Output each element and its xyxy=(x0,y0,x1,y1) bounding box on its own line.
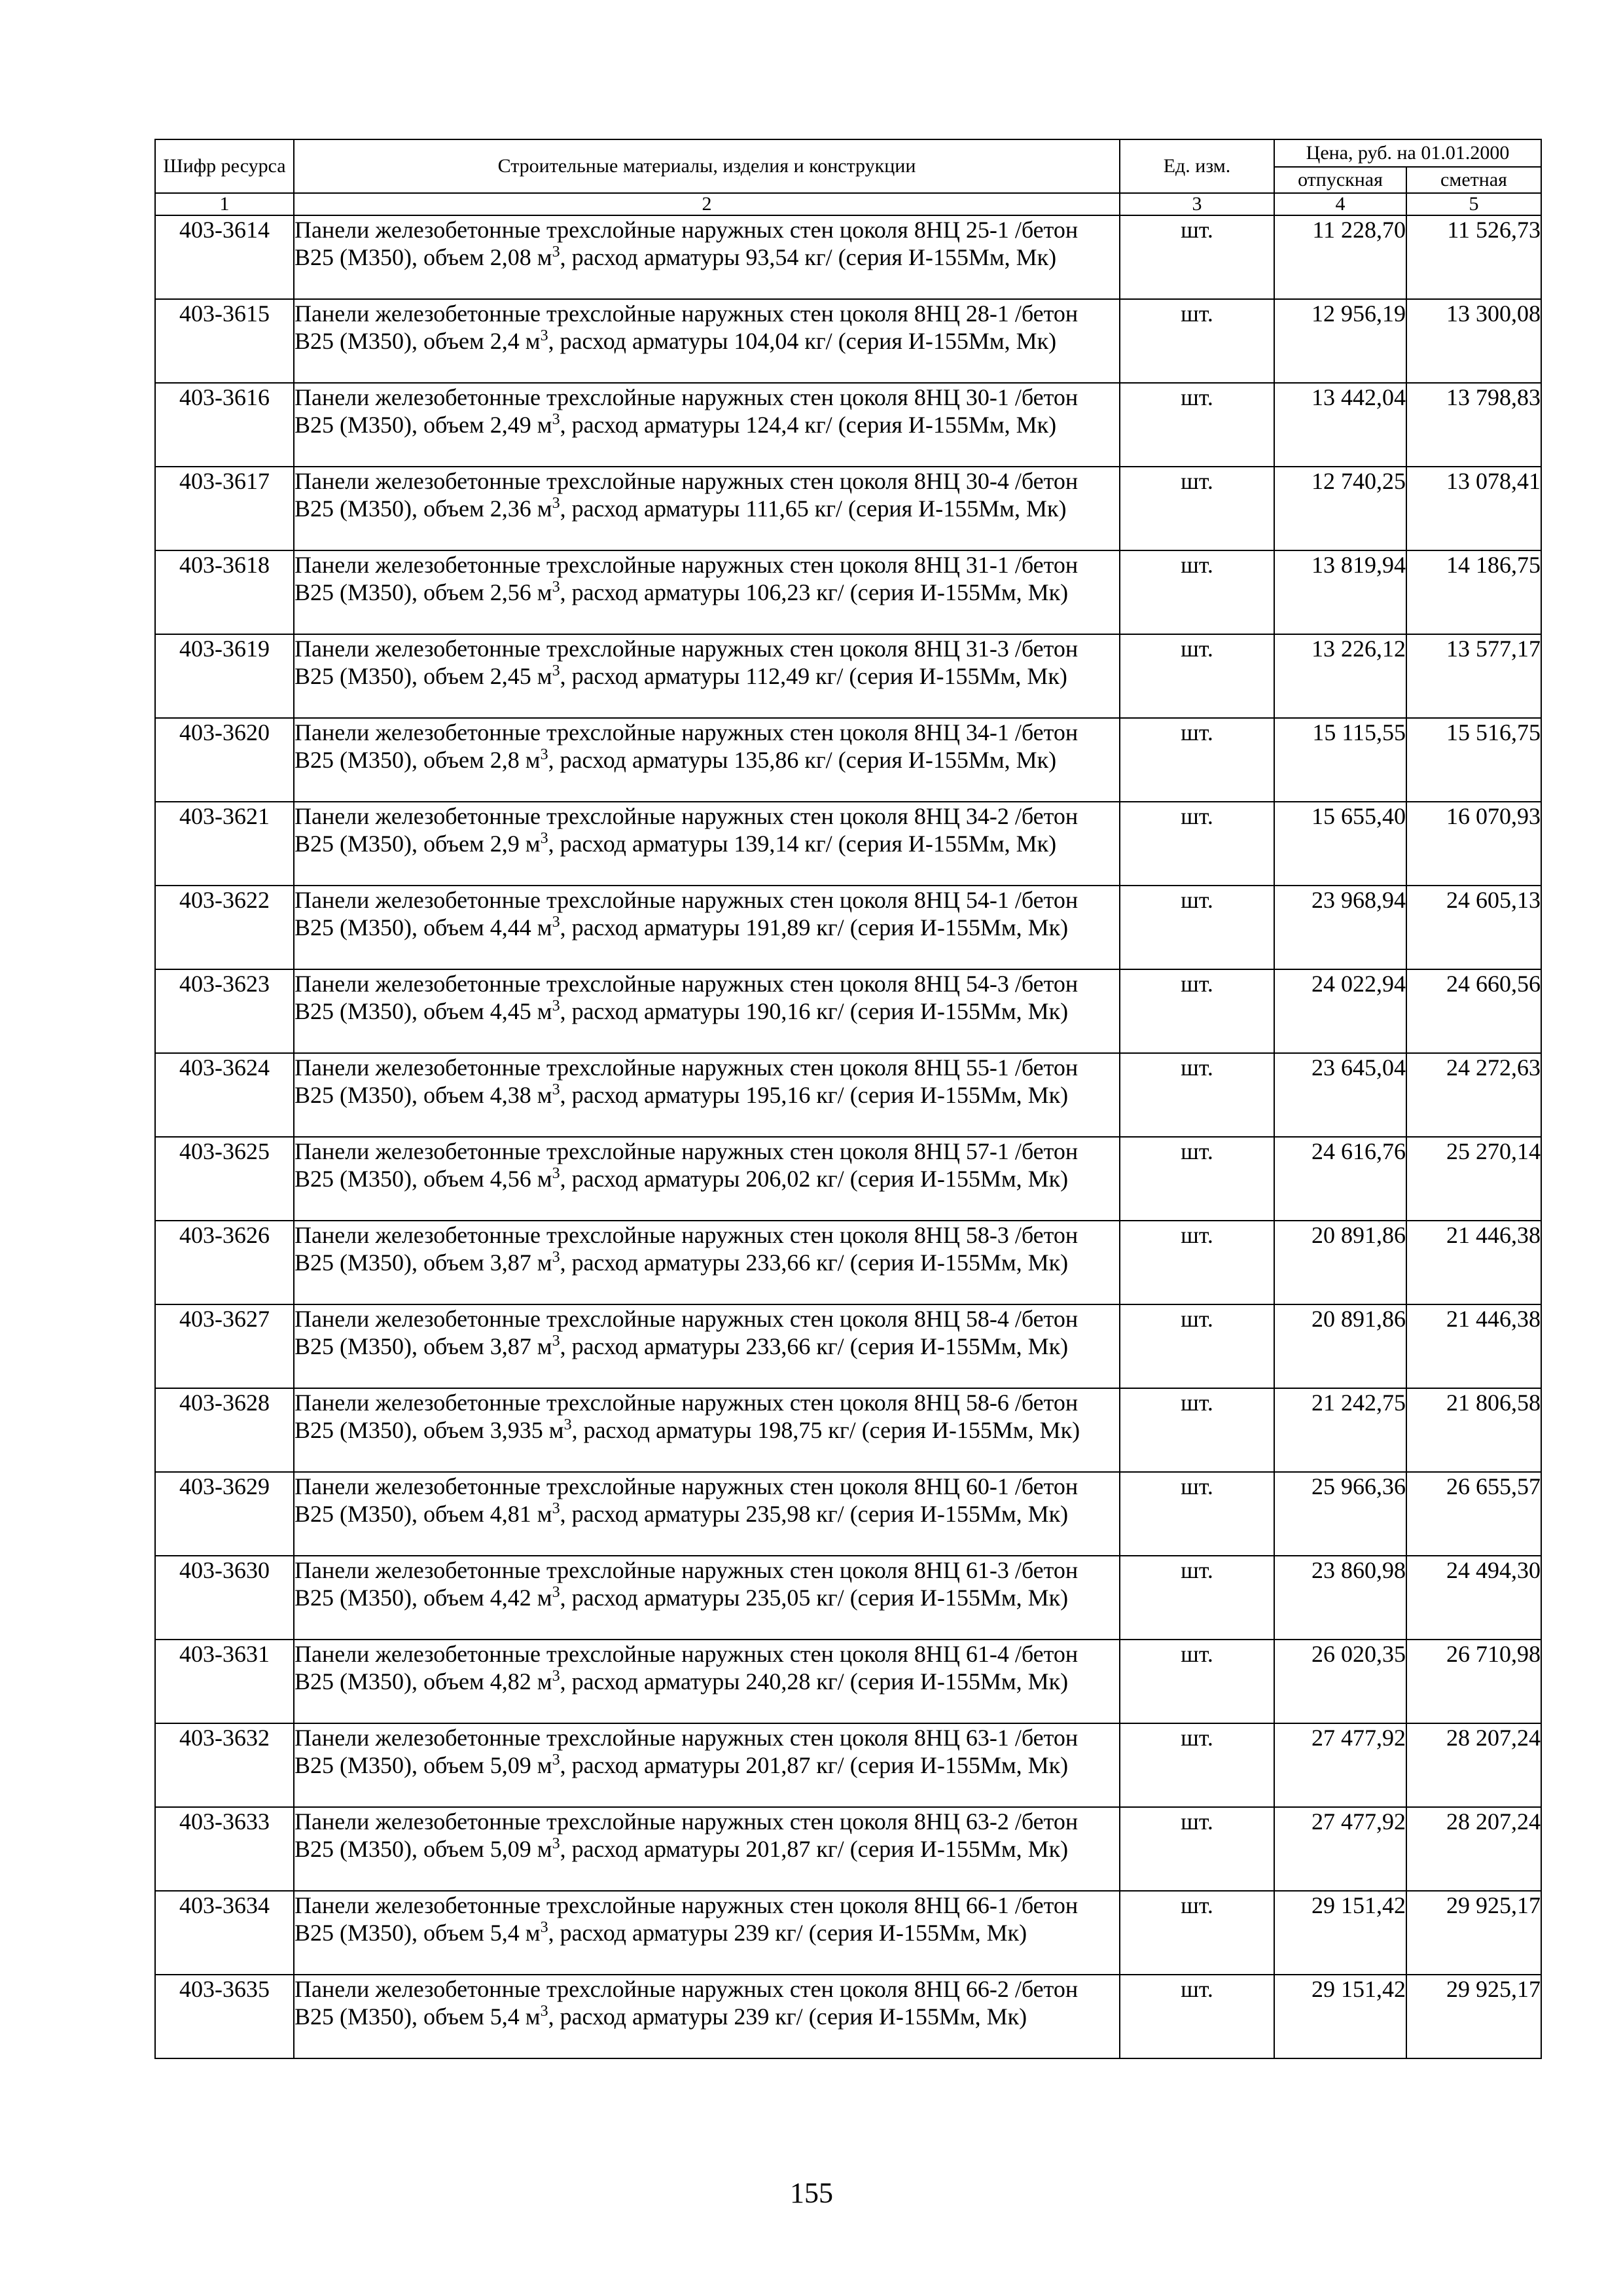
resource-code: 403-3621 xyxy=(155,802,294,886)
resource-code: 403-3617 xyxy=(155,467,294,550)
material-description xyxy=(294,1807,1120,1891)
release-price: 23 968,94 xyxy=(1274,886,1406,969)
estimate-price: 28 207,24 xyxy=(1406,1723,1541,1807)
unit-of-measure: шт. xyxy=(1120,1221,1274,1304)
table-row xyxy=(155,1137,1541,1221)
description-text: Панели железобетонные трехслойные наружных стен цоколя 8НЦ 66-1 /бетон В25 (М350), объем 5,4 м xyxy=(294,1892,1079,1946)
description-text: , расход арматуры 233,66 кг/ (серия И-155Мм, Мк) xyxy=(560,1249,1069,1276)
description-text: , расход арматуры 139,14 кг/ (серия И-155Мм, Мк) xyxy=(548,831,1057,857)
cubic-exponent: 3 xyxy=(552,1500,560,1517)
unit-of-measure: шт. xyxy=(1120,969,1274,1053)
release-price: 13 442,04 xyxy=(1274,383,1406,467)
cubic-exponent: 3 xyxy=(552,1333,560,1350)
description-text: , расход арматуры 240,28 кг/ (серия И-155Мм, Мк) xyxy=(560,1668,1069,1695)
header-column-number: 2 xyxy=(294,193,1120,215)
description-text: Панели железобетонные трехслойные наружных стен цоколя 8НЦ 63-1 /бетон В25 (М350), объем 5,09 м xyxy=(294,1725,1079,1778)
description-text: , расход арматуры 135,86 кг/ (серия И-155Мм, Мк) xyxy=(548,747,1057,773)
material-description xyxy=(294,1053,1120,1137)
resource-code: 403-3630 xyxy=(155,1556,294,1640)
release-price: 13 226,12 xyxy=(1274,634,1406,718)
estimate-price: 13 577,17 xyxy=(1406,634,1541,718)
description-text: , расход арматуры 239 кг/ (серия И-155Мм, Мк) xyxy=(548,2003,1027,2030)
material-description xyxy=(294,215,1120,299)
release-price: 23 645,04 xyxy=(1274,1053,1406,1137)
table-row xyxy=(155,1640,1541,1723)
description-text: Панели железобетонные трехслойные наружных стен цоколя 8НЦ 54-3 /бетон В25 (М350), объем 4,45 м xyxy=(294,971,1079,1024)
unit-of-measure: шт. xyxy=(1120,1975,1274,2058)
unit-of-measure: шт. xyxy=(1120,1388,1274,1472)
description-text: , расход арматуры 112,49 кг/ (серия И-155Мм, Мк) xyxy=(560,663,1067,689)
table-row xyxy=(155,718,1541,802)
unit-of-measure: шт. xyxy=(1120,1053,1274,1137)
estimate-price: 26 655,57 xyxy=(1406,1472,1541,1556)
material-description xyxy=(294,1640,1120,1723)
release-price: 24 022,94 xyxy=(1274,969,1406,1053)
unit-of-measure: шт. xyxy=(1120,1556,1274,1640)
description-text: , расход арматуры 239 кг/ (серия И-155Мм, Мк) xyxy=(548,1920,1027,1946)
description-text: , расход арматуры 235,98 кг/ (серия И-155Мм, Мк) xyxy=(560,1501,1069,1527)
description-text: Панели железобетонные трехслойные наружных стен цоколя 8НЦ 34-2 /бетон В25 (М350), объем 2,9 м xyxy=(294,803,1079,857)
release-price: 20 891,86 xyxy=(1274,1304,1406,1388)
header-column-number: 1 xyxy=(155,193,294,215)
release-price: 20 891,86 xyxy=(1274,1221,1406,1304)
table-row xyxy=(155,1556,1541,1640)
description-text: , расход арматуры 201,87 кг/ (серия И-155Мм, Мк) xyxy=(560,1836,1069,1862)
estimate-price: 25 270,14 xyxy=(1406,1137,1541,1221)
material-description xyxy=(294,1975,1120,2058)
description-text: Панели железобетонные трехслойные наружных стен цоколя 8НЦ 34-1 /бетон В25 (М350), объем 2,8 м xyxy=(294,719,1079,773)
estimate-price: 24 272,63 xyxy=(1406,1053,1541,1137)
header-name: Строительные материалы, изделия и конструкции xyxy=(294,139,1120,193)
table-header xyxy=(155,139,1541,215)
resource-code: 403-3624 xyxy=(155,1053,294,1137)
estimate-price: 14 186,75 xyxy=(1406,550,1541,634)
description-text: Панели железобетонные трехслойные наружных стен цоколя 8НЦ 30-1 /бетон В25 (М350), объем 2,49 м xyxy=(294,384,1079,438)
resource-code: 403-3632 xyxy=(155,1723,294,1807)
unit-of-measure: шт. xyxy=(1120,1723,1274,1807)
release-price: 21 242,75 xyxy=(1274,1388,1406,1472)
table-row xyxy=(155,1221,1541,1304)
material-description xyxy=(294,467,1120,550)
resource-code: 403-3633 xyxy=(155,1807,294,1891)
cubic-exponent: 3 xyxy=(552,1584,560,1601)
unit-of-measure: шт. xyxy=(1120,467,1274,550)
table-row xyxy=(155,1807,1541,1891)
cubic-exponent: 3 xyxy=(540,2003,548,2020)
header-column-number: 3 xyxy=(1120,193,1274,215)
resource-code: 403-3629 xyxy=(155,1472,294,1556)
table-row xyxy=(155,383,1541,467)
table-row xyxy=(155,1472,1541,1556)
resource-code: 403-3627 xyxy=(155,1304,294,1388)
estimate-price: 21 806,58 xyxy=(1406,1388,1541,1472)
table-row xyxy=(155,634,1541,718)
estimate-price: 21 446,38 xyxy=(1406,1304,1541,1388)
table-row xyxy=(155,1053,1541,1137)
price-table xyxy=(154,139,1542,2059)
resource-code: 403-3631 xyxy=(155,1640,294,1723)
description-text: , расход арматуры 124,4 кг/ (серия И-155Мм, Мк) xyxy=(560,412,1057,438)
estimate-price: 15 516,75 xyxy=(1406,718,1541,802)
description-text: Панели железобетонные трехслойные наружных стен цоколя 8НЦ 57-1 /бетон В25 (М350), объем 4,56 м xyxy=(294,1138,1079,1192)
release-price: 11 228,70 xyxy=(1274,215,1406,299)
resource-code: 403-3614 xyxy=(155,215,294,299)
unit-of-measure: шт. xyxy=(1120,1640,1274,1723)
release-price: 27 477,92 xyxy=(1274,1723,1406,1807)
cubic-exponent: 3 xyxy=(552,997,560,1014)
description-text: , расход арматуры 235,05 кг/ (серия И-155Мм, Мк) xyxy=(560,1585,1069,1611)
estimate-price: 16 070,93 xyxy=(1406,802,1541,886)
header-estimate-price: сметная xyxy=(1406,167,1541,193)
material-description xyxy=(294,802,1120,886)
material-description xyxy=(294,718,1120,802)
unit-of-measure: шт. xyxy=(1120,802,1274,886)
description-text: , расход арматуры 191,89 кг/ (серия И-155Мм, Мк) xyxy=(560,914,1069,941)
estimate-price: 24 660,56 xyxy=(1406,969,1541,1053)
description-text: Панели железобетонные трехслойные наружных стен цоколя 8НЦ 58-4 /бетон В25 (М350), объем 3,87 м xyxy=(294,1306,1079,1359)
description-text: , расход арматуры 111,65 кг/ (серия И-155Мм, Мк) xyxy=(560,495,1067,522)
material-description xyxy=(294,299,1120,383)
material-description xyxy=(294,1472,1120,1556)
table-body xyxy=(155,215,1541,2058)
header-release-price: отпускная xyxy=(1274,167,1406,193)
cubic-exponent: 3 xyxy=(552,411,560,428)
description-text: Панели железобетонные трехслойные наружных стен цоколя 8НЦ 31-3 /бетон В25 (М350), объем 2,45 м xyxy=(294,636,1079,689)
table-row xyxy=(155,550,1541,634)
description-text: , расход арматуры 198,75 кг/ (серия И-155Мм, Мк) xyxy=(571,1417,1080,1443)
cubic-exponent: 3 xyxy=(552,1835,560,1852)
description-text: , расход арматуры 190,16 кг/ (серия И-155Мм, Мк) xyxy=(560,998,1069,1024)
material-description xyxy=(294,1891,1120,1975)
header-code: Шифр ресурса xyxy=(155,139,294,193)
material-description xyxy=(294,1723,1120,1807)
description-text: Панели железобетонные трехслойные наружных стен цоколя 8НЦ 60-1 /бетон В25 (М350), объем 4,81 м xyxy=(294,1473,1079,1527)
resource-code: 403-3622 xyxy=(155,886,294,969)
unit-of-measure: шт. xyxy=(1120,718,1274,802)
resource-code: 403-3620 xyxy=(155,718,294,802)
release-price: 13 819,94 xyxy=(1274,550,1406,634)
material-description xyxy=(294,1137,1120,1221)
table-row xyxy=(155,1975,1541,2058)
cubic-exponent: 3 xyxy=(552,662,560,679)
header-price: Цена, руб. на 01.01.2000 xyxy=(1274,139,1541,167)
description-text: Панели железобетонные трехслойные наружных стен цоколя 8НЦ 28-1 /бетон В25 (М350), объем 2,4 м xyxy=(294,300,1079,354)
estimate-price: 21 446,38 xyxy=(1406,1221,1541,1304)
header-unit: Ед. изм. xyxy=(1120,139,1274,193)
table-row xyxy=(155,802,1541,886)
table-row xyxy=(155,467,1541,550)
release-price: 29 151,42 xyxy=(1274,1891,1406,1975)
table-row xyxy=(155,969,1541,1053)
release-price: 29 151,42 xyxy=(1274,1975,1406,2058)
release-price: 12 956,19 xyxy=(1274,299,1406,383)
resource-code: 403-3615 xyxy=(155,299,294,383)
cubic-exponent: 3 xyxy=(552,1668,560,1685)
release-price: 15 655,40 xyxy=(1274,802,1406,886)
table-row xyxy=(155,886,1541,969)
cubic-exponent: 3 xyxy=(552,495,560,512)
resource-code: 403-3635 xyxy=(155,1975,294,2058)
estimate-price: 11 526,73 xyxy=(1406,215,1541,299)
unit-of-measure: шт. xyxy=(1120,1304,1274,1388)
description-text: , расход арматуры 93,54 кг/ (серия И-155Мм, Мк) xyxy=(560,244,1057,270)
description-text: Панели железобетонные трехслойные наружных стен цоколя 8НЦ 25-1 /бетон В25 (М350), объем 2,08 м xyxy=(294,217,1079,270)
release-price: 12 740,25 xyxy=(1274,467,1406,550)
resource-code: 403-3626 xyxy=(155,1221,294,1304)
cubic-exponent: 3 xyxy=(540,746,548,763)
cubic-exponent: 3 xyxy=(540,327,548,344)
description-text: Панели железобетонные трехслойные наружных стен цоколя 8НЦ 31-1 /бетон В25 (М350), объем 2,56 м xyxy=(294,552,1079,605)
cubic-exponent: 3 xyxy=(540,1919,548,1936)
table-row xyxy=(155,299,1541,383)
material-description xyxy=(294,1388,1120,1472)
table-row xyxy=(155,215,1541,299)
material-description xyxy=(294,969,1120,1053)
description-text: , расход арматуры 201,87 кг/ (серия И-155Мм, Мк) xyxy=(560,1752,1069,1778)
estimate-price: 26 710,98 xyxy=(1406,1640,1541,1723)
unit-of-measure: шт. xyxy=(1120,1891,1274,1975)
cubic-exponent: 3 xyxy=(552,579,560,596)
unit-of-measure: шт. xyxy=(1120,634,1274,718)
release-price: 15 115,55 xyxy=(1274,718,1406,802)
description-text: Панели железобетонные трехслойные наружных стен цоколя 8НЦ 55-1 /бетон В25 (М350), объем 4,38 м xyxy=(294,1054,1079,1108)
description-text: Панели железобетонные трехслойные наружных стен цоколя 8НЦ 54-1 /бетон В25 (М350), объем 4,44 м xyxy=(294,887,1079,941)
table-row xyxy=(155,1304,1541,1388)
cubic-exponent: 3 xyxy=(540,830,548,847)
resource-code: 403-3616 xyxy=(155,383,294,467)
material-description xyxy=(294,634,1120,718)
description-text: Панели железобетонные трехслойные наружных стен цоколя 8НЦ 58-3 /бетон В25 (М350), объем 3,87 м xyxy=(294,1222,1079,1276)
unit-of-measure: шт. xyxy=(1120,886,1274,969)
cubic-exponent: 3 xyxy=(552,243,560,260)
unit-of-measure: шт. xyxy=(1120,1807,1274,1891)
description-text: Панели железобетонные трехслойные наружных стен цоколя 8НЦ 58-6 /бетон В25 (М350), объем 3,935 м xyxy=(294,1390,1079,1443)
release-price: 25 966,36 xyxy=(1274,1472,1406,1556)
release-price: 23 860,98 xyxy=(1274,1556,1406,1640)
resource-code: 403-3618 xyxy=(155,550,294,634)
header-column-number: 4 xyxy=(1274,193,1406,215)
unit-of-measure: шт. xyxy=(1120,383,1274,467)
resource-code: 403-3619 xyxy=(155,634,294,718)
material-description xyxy=(294,1221,1120,1304)
description-text: , расход арматуры 206,02 кг/ (серия И-155Мм, Мк) xyxy=(560,1166,1069,1192)
description-text: Панели железобетонные трехслойные наружных стен цоколя 8НЦ 30-4 /бетон В25 (М350), объем 2,36 м xyxy=(294,468,1079,522)
unit-of-measure: шт. xyxy=(1120,550,1274,634)
description-text: , расход арматуры 106,23 кг/ (серия И-155Мм, Мк) xyxy=(560,579,1069,605)
cubic-exponent: 3 xyxy=(552,1249,560,1266)
resource-code: 403-3634 xyxy=(155,1891,294,1975)
estimate-price: 24 494,30 xyxy=(1406,1556,1541,1640)
description-text: , расход арматуры 233,66 кг/ (серия И-155Мм, Мк) xyxy=(560,1333,1069,1359)
estimate-price: 29 925,17 xyxy=(1406,1975,1541,2058)
material-description xyxy=(294,383,1120,467)
description-text: Панели железобетонные трехслойные наружных стен цоколя 8НЦ 66-2 /бетон В25 (М350), объем 5,4 м xyxy=(294,1976,1079,2030)
unit-of-measure: шт. xyxy=(1120,299,1274,383)
header-column-number: 5 xyxy=(1406,193,1541,215)
unit-of-measure: шт. xyxy=(1120,215,1274,299)
release-price: 24 616,76 xyxy=(1274,1137,1406,1221)
material-description xyxy=(294,886,1120,969)
cubic-exponent: 3 xyxy=(563,1416,572,1433)
cubic-exponent: 3 xyxy=(552,1751,560,1768)
material-description xyxy=(294,1556,1120,1640)
release-price: 26 020,35 xyxy=(1274,1640,1406,1723)
estimate-price: 13 078,41 xyxy=(1406,467,1541,550)
material-description xyxy=(294,1304,1120,1388)
estimate-price: 13 300,08 xyxy=(1406,299,1541,383)
description-text: Панели железобетонные трехслойные наружных стен цоколя 8НЦ 61-3 /бетон В25 (М350), объем 4,42 м xyxy=(294,1557,1079,1611)
unit-of-measure: шт. xyxy=(1120,1137,1274,1221)
estimate-price: 28 207,24 xyxy=(1406,1807,1541,1891)
description-text: Панели железобетонные трехслойные наружных стен цоколя 8НЦ 63-2 /бетон В25 (М350), объем 5,09 м xyxy=(294,1808,1079,1862)
estimate-price: 29 925,17 xyxy=(1406,1891,1541,1975)
description-text: Панели железобетонные трехслойные наружных стен цоколя 8НЦ 61-4 /бетон В25 (М350), объем 4,82 м xyxy=(294,1641,1079,1695)
cubic-exponent: 3 xyxy=(552,1165,560,1182)
material-description xyxy=(294,550,1120,634)
table-row xyxy=(155,1388,1541,1472)
description-text: , расход арматуры 195,16 кг/ (серия И-155Мм, Мк) xyxy=(560,1082,1069,1108)
page-number: 155 xyxy=(790,2177,833,2209)
unit-of-measure: шт. xyxy=(1120,1472,1274,1556)
resource-code: 403-3625 xyxy=(155,1137,294,1221)
resource-code: 403-3623 xyxy=(155,969,294,1053)
release-price: 27 477,92 xyxy=(1274,1807,1406,1891)
description-text: , расход арматуры 104,04 кг/ (серия И-155Мм, Мк) xyxy=(548,328,1057,354)
resource-code: 403-3628 xyxy=(155,1388,294,1472)
estimate-price: 24 605,13 xyxy=(1406,886,1541,969)
cubic-exponent: 3 xyxy=(552,914,560,931)
cubic-exponent: 3 xyxy=(552,1081,560,1098)
estimate-price: 13 798,83 xyxy=(1406,383,1541,467)
table-row xyxy=(155,1891,1541,1975)
table-row xyxy=(155,1723,1541,1807)
